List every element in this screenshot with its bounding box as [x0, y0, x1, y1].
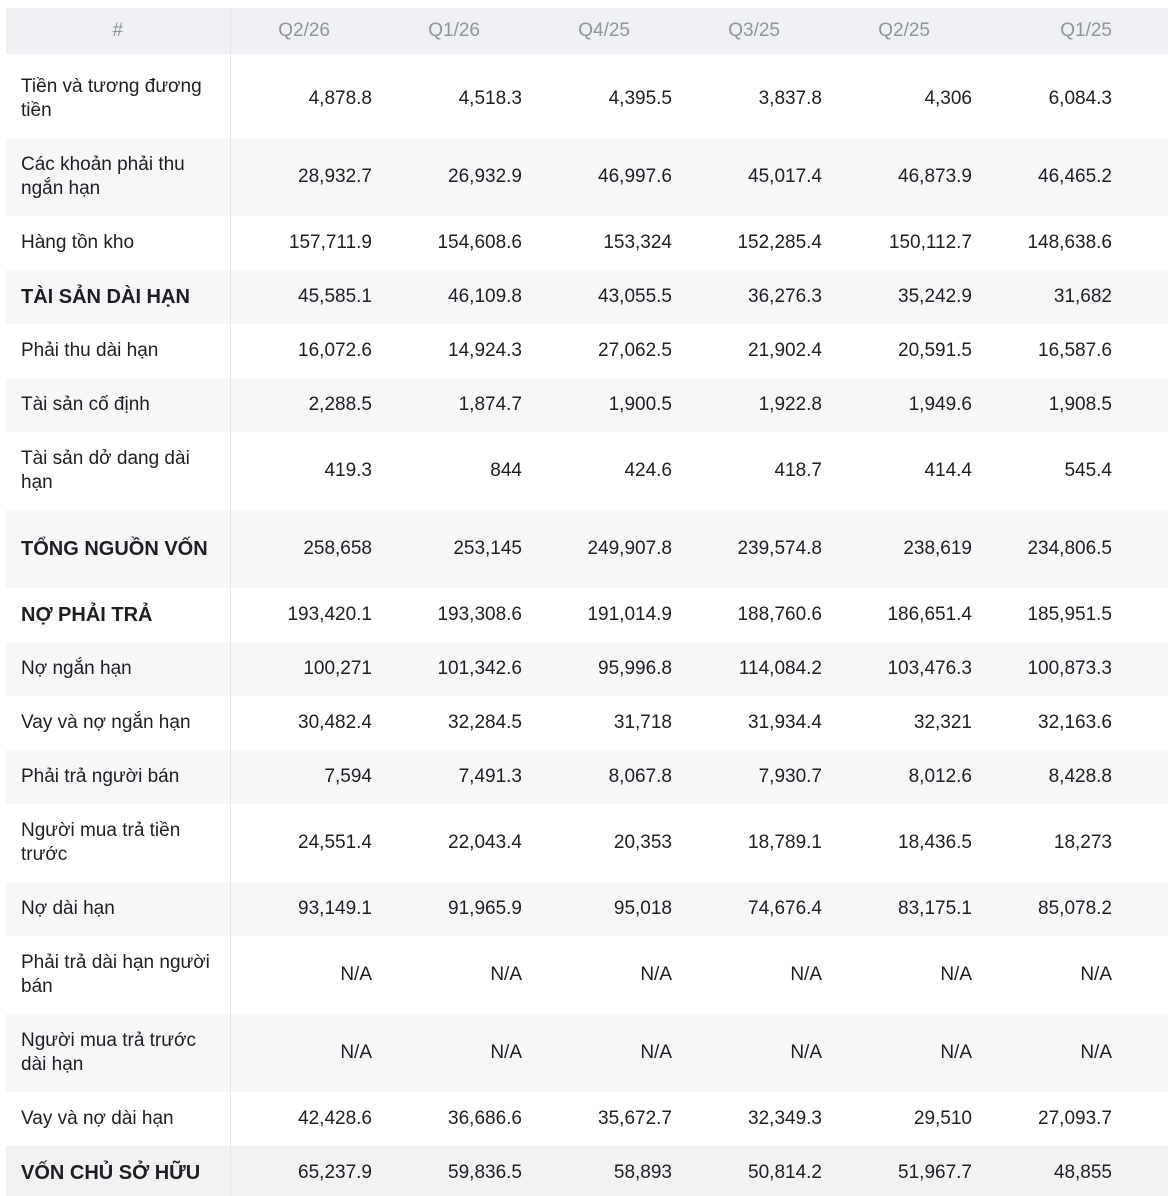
table-row[interactable]	[6, 696, 1168, 750]
value-cell: 18,273	[980, 804, 1168, 882]
row-label: Nợ dài hạn	[6, 882, 230, 936]
value-cell: 8,428.8	[980, 750, 1168, 804]
value-cell: 100,271	[230, 642, 380, 696]
value-cell: 191,014.9	[530, 588, 680, 642]
value-cell: N/A	[830, 1014, 980, 1092]
value-cell: 46,465.2	[980, 138, 1168, 216]
value-cell: N/A	[980, 1014, 1168, 1092]
value-cell: 419.3	[230, 432, 380, 510]
row-label: VỐN CHỦ SỞ HỮU	[6, 1146, 230, 1196]
table-row[interactable]	[6, 270, 1168, 324]
value-cell: 16,587.6	[980, 324, 1168, 378]
value-cell: N/A	[230, 936, 380, 1014]
value-cell: 238,619	[830, 510, 980, 588]
value-cell: 152,285.4	[680, 216, 830, 270]
value-cell: 8,067.8	[530, 750, 680, 804]
value-cell: 93,149.1	[230, 882, 380, 936]
row-label: NỢ PHẢI TRẢ	[6, 588, 230, 642]
value-cell: 24,551.4	[230, 804, 380, 882]
value-cell: 83,175.1	[830, 882, 980, 936]
value-cell: N/A	[680, 936, 830, 1014]
table-row[interactable]	[6, 324, 1168, 378]
value-cell: N/A	[380, 1014, 530, 1092]
value-cell: 36,686.6	[380, 1092, 530, 1146]
value-cell: 74,676.4	[680, 882, 830, 936]
table-row[interactable]	[6, 1014, 1168, 1092]
value-cell: 32,284.5	[380, 696, 530, 750]
value-cell: 31,682	[980, 270, 1168, 324]
value-cell: 31,934.4	[680, 696, 830, 750]
value-cell: 20,591.5	[830, 324, 980, 378]
value-cell: 101,342.6	[380, 642, 530, 696]
header-period-q3-25[interactable]: Q3/25	[680, 8, 830, 54]
value-cell: N/A	[830, 936, 980, 1014]
row-label: Nợ ngắn hạn	[6, 642, 230, 696]
table-row[interactable]	[6, 642, 1168, 696]
table-row[interactable]	[6, 378, 1168, 432]
value-cell: 43,055.5	[530, 270, 680, 324]
value-cell: 4,878.8	[230, 60, 380, 138]
value-cell: 114,084.2	[680, 642, 830, 696]
row-label: Phải trả dài hạn người bán	[6, 936, 230, 1014]
value-cell: N/A	[230, 1014, 380, 1092]
row-label: Vay và nợ dài hạn	[6, 1092, 230, 1146]
value-cell: 85,078.2	[980, 882, 1168, 936]
value-cell: 150,112.7	[830, 216, 980, 270]
value-cell: 6,084.3	[980, 60, 1168, 138]
table-row[interactable]	[6, 432, 1168, 510]
value-cell: 20,353	[530, 804, 680, 882]
value-cell: 29,510	[830, 1092, 980, 1146]
header-period-q1-25[interactable]: Q1/25	[980, 8, 1168, 54]
value-cell: 157,711.9	[230, 216, 380, 270]
value-cell: 193,308.6	[380, 588, 530, 642]
value-cell: 103,476.3	[830, 642, 980, 696]
value-cell: 185,951.5	[980, 588, 1168, 642]
value-cell: 8,012.6	[830, 750, 980, 804]
table-row[interactable]	[6, 588, 1168, 642]
table-row[interactable]	[6, 1092, 1168, 1146]
value-cell: 234,806.5	[980, 510, 1168, 588]
value-cell: 258,658	[230, 510, 380, 588]
value-cell: 4,395.5	[530, 60, 680, 138]
value-cell: N/A	[530, 936, 680, 1014]
table-row[interactable]	[6, 804, 1168, 882]
value-cell: 32,163.6	[980, 696, 1168, 750]
value-cell: 7,594	[230, 750, 380, 804]
value-cell: 48,855	[980, 1146, 1168, 1196]
value-cell: 91,965.9	[380, 882, 530, 936]
value-cell: 424.6	[530, 432, 680, 510]
value-cell: 51,967.7	[830, 1146, 980, 1196]
value-cell: 148,638.6	[980, 216, 1168, 270]
value-cell: 59,836.5	[380, 1146, 530, 1196]
value-cell: 95,996.8	[530, 642, 680, 696]
value-cell: 46,109.8	[380, 270, 530, 324]
row-label: Vay và nợ ngắn hạn	[6, 696, 230, 750]
value-cell: 3,837.8	[680, 60, 830, 138]
value-cell: 4,518.3	[380, 60, 530, 138]
value-cell: 46,873.9	[830, 138, 980, 216]
value-cell: 65,237.9	[230, 1146, 380, 1196]
value-cell: 27,062.5	[530, 324, 680, 378]
value-cell: 1,874.7	[380, 378, 530, 432]
value-cell: 1,900.5	[530, 378, 680, 432]
table-row[interactable]	[6, 510, 1168, 588]
table-row[interactable]	[6, 1146, 1168, 1196]
table-row[interactable]	[6, 750, 1168, 804]
row-label: Phải trả người bán	[6, 750, 230, 804]
value-cell: 249,907.8	[530, 510, 680, 588]
table-row[interactable]	[6, 216, 1168, 270]
value-cell: 95,018	[530, 882, 680, 936]
value-cell: 418.7	[680, 432, 830, 510]
value-cell: 42,428.6	[230, 1092, 380, 1146]
row-label: TỔNG NGUỒN VỐN	[6, 510, 230, 588]
value-cell: 1,922.8	[680, 378, 830, 432]
value-cell: 18,436.5	[830, 804, 980, 882]
row-label: Tiền và tương đương tiền	[6, 60, 230, 138]
header-period-q2-26[interactable]: Q2/26	[230, 8, 380, 54]
table-row[interactable]	[6, 138, 1168, 216]
row-label: Các khoản phải thu ngắn hạn	[6, 138, 230, 216]
value-cell: 844	[380, 432, 530, 510]
header-label-cell: #	[6, 8, 230, 54]
value-cell: 1,949.6	[830, 378, 980, 432]
row-label: Tài sản dở dang dài hạn	[6, 432, 230, 510]
value-cell: 188,760.6	[680, 588, 830, 642]
balance-sheet-table	[6, 8, 1168, 1196]
value-cell: N/A	[380, 936, 530, 1014]
value-cell: 35,672.7	[530, 1092, 680, 1146]
value-cell: 46,997.6	[530, 138, 680, 216]
header-period-q4-25[interactable]: Q4/25	[530, 8, 680, 54]
value-cell: 1,908.5	[980, 378, 1168, 432]
table-body	[6, 54, 1168, 1196]
value-cell: 50,814.2	[680, 1146, 830, 1196]
value-cell: 7,491.3	[380, 750, 530, 804]
value-cell: 7,930.7	[680, 750, 830, 804]
value-cell: 16,072.6	[230, 324, 380, 378]
value-cell: 4,306	[830, 60, 980, 138]
row-label: TÀI SẢN DÀI HẠN	[6, 270, 230, 324]
value-cell: 30,482.4	[230, 696, 380, 750]
value-cell: 414.4	[830, 432, 980, 510]
row-label: Người mua trả tiền trước	[6, 804, 230, 882]
value-cell: 153,324	[530, 216, 680, 270]
row-label: Tài sản cố định	[6, 378, 230, 432]
table-header	[6, 8, 1168, 54]
value-cell: 2,288.5	[230, 378, 380, 432]
value-cell: 18,789.1	[680, 804, 830, 882]
value-cell: 32,321	[830, 696, 980, 750]
value-cell: 26,932.9	[380, 138, 530, 216]
value-cell: 31,718	[530, 696, 680, 750]
value-cell: 154,608.6	[380, 216, 530, 270]
value-cell: 58,893	[530, 1146, 680, 1196]
value-cell: 28,932.7	[230, 138, 380, 216]
value-cell: 36,276.3	[680, 270, 830, 324]
value-cell: 45,585.1	[230, 270, 380, 324]
row-label: Phải thu dài hạn	[6, 324, 230, 378]
row-label: Hàng tồn kho	[6, 216, 230, 270]
value-cell: 22,043.4	[380, 804, 530, 882]
row-label: Người mua trả trước dài hạn	[6, 1014, 230, 1092]
table-row[interactable]	[6, 882, 1168, 936]
value-cell: 32,349.3	[680, 1092, 830, 1146]
value-cell: 35,242.9	[830, 270, 980, 324]
header-period-q1-26[interactable]: Q1/26	[380, 8, 530, 54]
value-cell: 253,145	[380, 510, 530, 588]
header-row	[6, 8, 1168, 54]
value-cell: N/A	[680, 1014, 830, 1092]
value-cell: 14,924.3	[380, 324, 530, 378]
value-cell: 193,420.1	[230, 588, 380, 642]
value-cell: 100,873.3	[980, 642, 1168, 696]
value-cell: N/A	[530, 1014, 680, 1092]
value-cell: 45,017.4	[680, 138, 830, 216]
value-cell: 21,902.4	[680, 324, 830, 378]
table-row[interactable]	[6, 936, 1168, 1014]
header-period-q2-25[interactable]: Q2/25	[830, 8, 980, 54]
value-cell: 186,651.4	[830, 588, 980, 642]
value-cell: N/A	[980, 936, 1168, 1014]
value-cell: 27,093.7	[980, 1092, 1168, 1146]
value-cell: 545.4	[980, 432, 1168, 510]
table-row[interactable]	[6, 60, 1168, 138]
value-cell: 239,574.8	[680, 510, 830, 588]
